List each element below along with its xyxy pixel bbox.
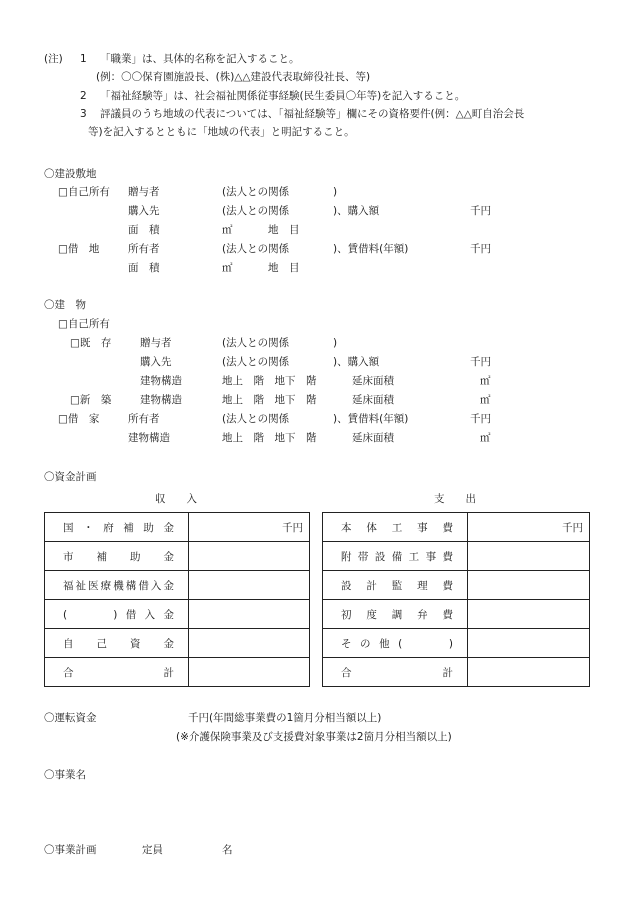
site-buyer-price-label: )、購入額: [333, 205, 380, 217]
income-label: 市補助金: [45, 542, 189, 571]
income-amount-field[interactable]: 千円: [189, 513, 310, 542]
building-new-structure-label: 建物構造: [140, 394, 182, 406]
building-donor-relation: (法人との関係: [222, 337, 290, 349]
building-existing-structure-label: 建物構造: [140, 375, 182, 387]
income-table: [44, 512, 310, 687]
building-new-checkbox[interactable]: □新 築: [70, 394, 112, 406]
building-donor-relation-close: ): [333, 337, 338, 349]
building-existing-floor-area-unit: ㎡: [480, 375, 491, 387]
note-3-number: 3: [80, 108, 87, 120]
capacity-label: 定員: [142, 844, 163, 856]
expense-label: 本体工事費: [323, 513, 468, 542]
building-lease-floors: 地上 階 地下 階: [222, 432, 317, 444]
site-donor-relation-close: ): [333, 186, 338, 198]
expense-amount-field[interactable]: [468, 658, 590, 687]
building-owner-relation: (法人との関係: [222, 413, 290, 425]
business-plan-heading: 〇事業計画: [44, 844, 97, 856]
site-lease-checkbox[interactable]: □借 地: [58, 243, 100, 255]
building-rent-unit: 千円: [470, 413, 491, 425]
income-row: [45, 542, 310, 571]
income-amount-field[interactable]: [189, 571, 310, 600]
building-buyer-price-unit: 千円: [470, 356, 491, 368]
site-lease-area-label: 面 積: [128, 262, 160, 274]
expense-row: [323, 629, 590, 658]
income-row: [45, 513, 310, 542]
building-buyer-label: 購入先: [140, 356, 172, 368]
operating-text: 千円(年間総事業費の1箇月分相当額以上): [188, 712, 382, 724]
expense-row: [323, 658, 590, 687]
business-name-heading: 〇事業名: [44, 769, 86, 781]
income-amount-field[interactable]: [189, 658, 310, 687]
note-2-text: 「福祉経験等」は、社会福祉関係従事経験(民生委員〇年等)を記入すること。: [100, 90, 466, 102]
building-lease-floor-area-unit: ㎡: [480, 432, 491, 444]
operating-heading: 〇運転資金: [44, 712, 97, 724]
note-mark: (注): [44, 53, 63, 65]
site-owner-label: 所有者: [128, 243, 160, 255]
note-3-text: 評議員のうち地域の代表については、「福祉経験等」欄にその資格要件(例：△△町自治会長: [100, 108, 525, 120]
site-own-landtype-label: 地 目: [268, 224, 300, 236]
expense-table: [322, 512, 590, 687]
site-own-checkbox[interactable]: □自己所有: [58, 186, 110, 198]
capacity-unit: 名: [222, 844, 233, 856]
expense-label: 合計: [323, 658, 468, 687]
building-heading: 〇建 物: [44, 299, 86, 311]
note-1-text: 「職業」は、具体的名称を記入すること。: [100, 53, 300, 65]
site-rent-label: )、賃借料(年額): [333, 243, 409, 255]
operating-note: (※介護保険事業及び支援費対象事業は2箇月分相当額以上): [176, 731, 452, 743]
expense-amount-field[interactable]: 千円: [468, 513, 590, 542]
building-lease-structure-label: 建物構造: [128, 432, 170, 444]
building-existing-floor-area-label: 延床面積: [352, 375, 394, 387]
income-label: 福祉医療機構借入金: [45, 571, 189, 600]
income-row: [45, 600, 310, 629]
note-1-number: 1: [80, 53, 87, 65]
site-buyer-price-unit: 千円: [470, 205, 491, 217]
income-row: [45, 629, 310, 658]
expense-amount-field[interactable]: [468, 571, 590, 600]
building-own-checkbox[interactable]: □自己所有: [58, 318, 110, 330]
site-donor-relation: (法人との関係: [222, 186, 290, 198]
income-label: ( )借入金: [45, 600, 189, 629]
building-existing-floors: 地上 階 地下 階: [222, 375, 317, 387]
expense-title: 支 出: [434, 493, 476, 505]
expense-amount-field[interactable]: [468, 600, 590, 629]
expense-row: [323, 571, 590, 600]
building-buyer-relation: (法人との関係: [222, 356, 290, 368]
building-existing-checkbox[interactable]: □既 存: [70, 337, 112, 349]
building-new-floor-area-unit: ㎡: [480, 394, 491, 406]
income-amount-field[interactable]: [189, 629, 310, 658]
building-buyer-price-label: )、購入額: [333, 356, 380, 368]
expense-row: [323, 513, 590, 542]
income-amount-field[interactable]: [189, 542, 310, 571]
funding-heading: 〇資金計画: [44, 471, 97, 483]
note-3-text-cont: 等)を記入するとともに「地域の代表」と明記すること。: [88, 126, 355, 138]
building-donor-label: 贈与者: [140, 337, 172, 349]
note-2-number: 2: [80, 90, 87, 102]
expense-label: その他( ): [323, 629, 468, 658]
building-lease-floor-area-label: 延床面積: [352, 432, 394, 444]
site-own-area-unit: ㎡: [222, 224, 233, 236]
income-label: 国・府補助金: [45, 513, 189, 542]
expense-amount-field[interactable]: [468, 629, 590, 658]
site-rent-unit: 千円: [470, 243, 491, 255]
site-lease-area-unit: ㎡: [222, 262, 233, 274]
note-1-example: (例：〇〇保育園施設長、(株)△△建設代表取締役社長、等): [96, 71, 371, 83]
income-amount-field[interactable]: [189, 600, 310, 629]
site-donor-label: 贈与者: [128, 186, 160, 198]
income-row: [45, 571, 310, 600]
site-buyer-relation: (法人との関係: [222, 205, 290, 217]
site-owner-relation: (法人との関係: [222, 243, 290, 255]
site-heading: 〇建設敷地: [44, 168, 97, 180]
site-own-area-label: 面 積: [128, 224, 160, 236]
site-lease-landtype-label: 地 目: [268, 262, 300, 274]
building-owner-label: 所有者: [128, 413, 160, 425]
expense-label: 設計監理費: [323, 571, 468, 600]
site-buyer-label: 購入先: [128, 205, 160, 217]
building-lease-checkbox[interactable]: □借 家: [58, 413, 100, 425]
income-title: 収 入: [155, 493, 197, 505]
expense-label: 初度調弁費: [323, 600, 468, 629]
building-rent-label: )、賃借料(年額): [333, 413, 409, 425]
building-new-floors: 地上 階 地下 階: [222, 394, 317, 406]
expense-row: [323, 600, 590, 629]
expense-row: [323, 542, 590, 571]
income-label: 自己資金: [45, 629, 189, 658]
expense-label: 附帯設備工事費: [323, 542, 468, 571]
expense-amount-field[interactable]: [468, 542, 590, 571]
income-row: [45, 658, 310, 687]
building-new-floor-area-label: 延床面積: [352, 394, 394, 406]
income-label: 合計: [45, 658, 189, 687]
